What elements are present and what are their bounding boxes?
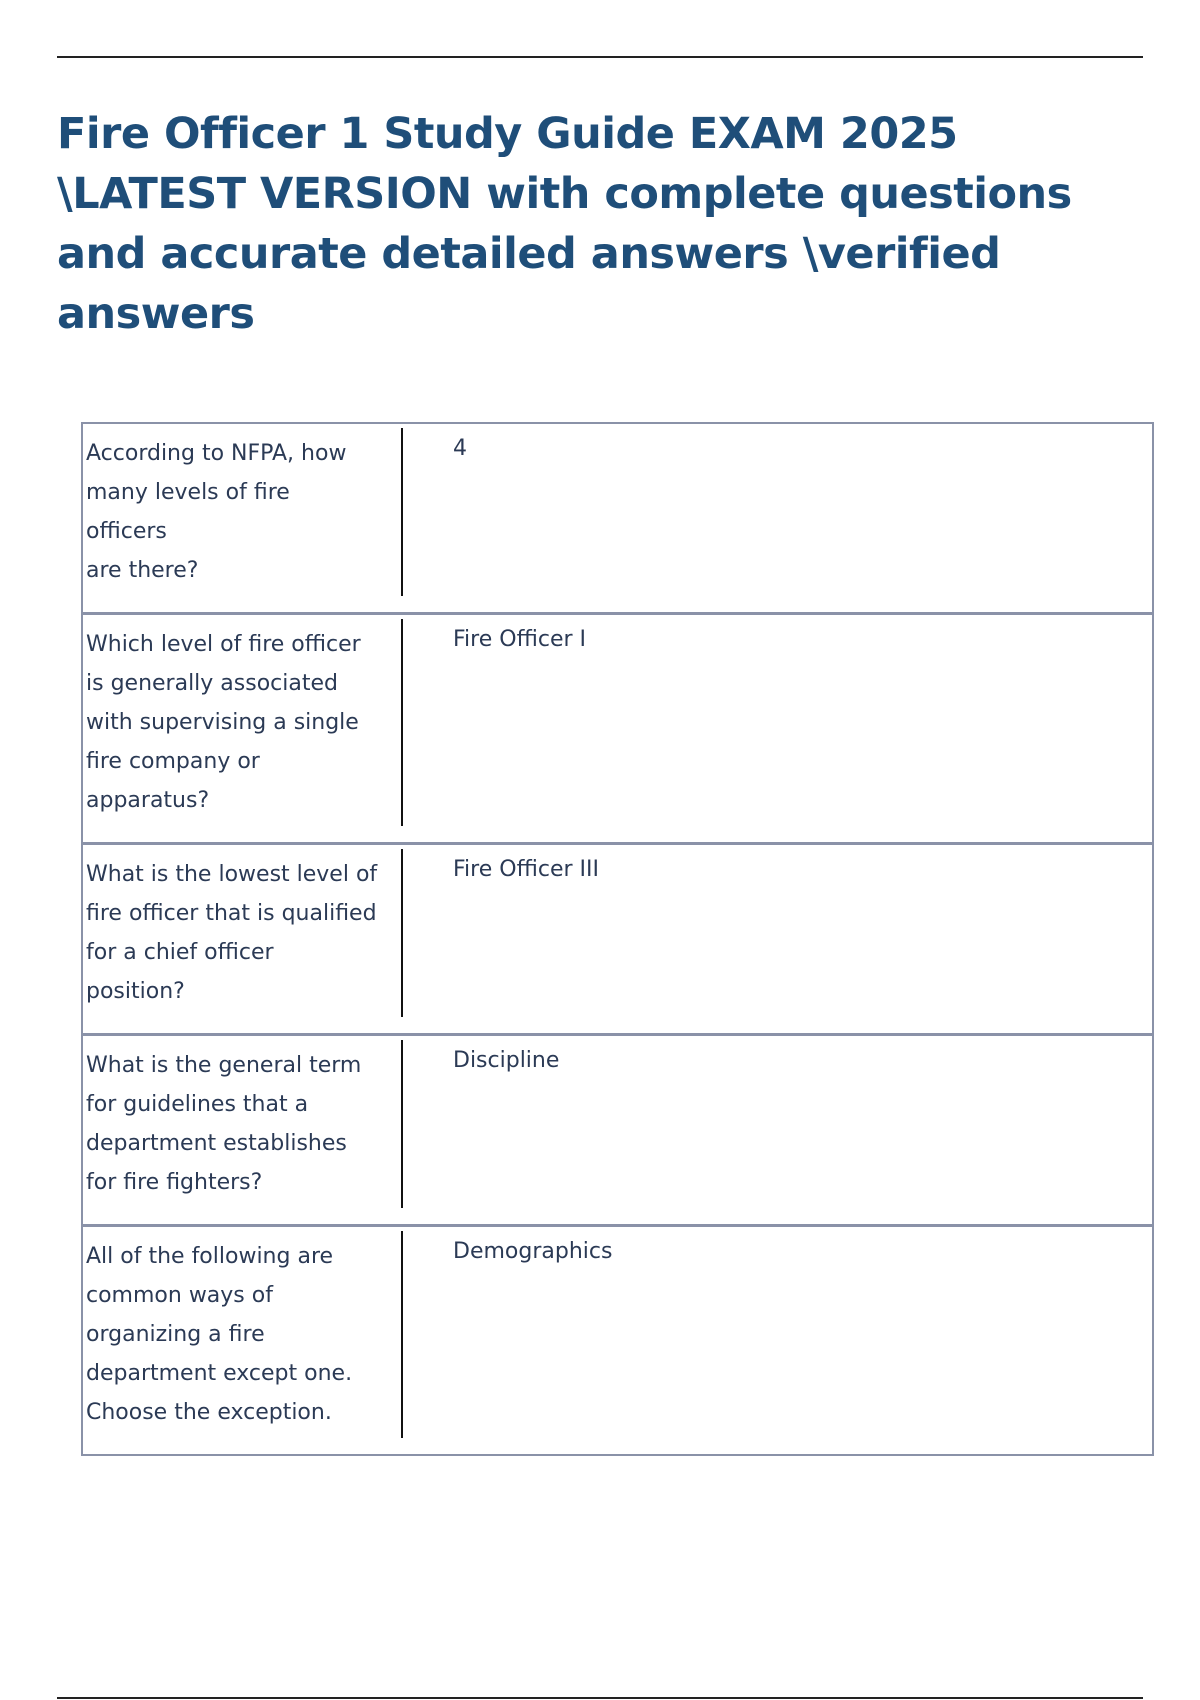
top-rule [57,56,1143,58]
answer-cell: Demographics [403,1226,1153,1456]
question-text: All of the following are common ways of organizing a fire department except one. Choose the exception. [83,1231,403,1438]
answer-cell: Discipline [403,1035,1153,1226]
question-cell [82,1035,403,1226]
qa-table [81,422,1154,1456]
bottom-rule [57,1697,1143,1699]
question-text: What is the general term for guidelines that a department establishes for fire fighters? [83,1040,403,1208]
qa-row [82,614,1153,844]
qa-row [82,844,1153,1035]
question-cell [82,614,403,844]
qa-row [82,1226,1153,1456]
answer-cell: Fire Officer I [403,614,1153,844]
question-text: Which level of fire officer is generally associated with supervising a single fire company or apparatus? [83,619,403,826]
question-text: What is the lowest level of fire officer that is qualified for a chief officer position? [83,849,403,1017]
qa-row [82,1035,1153,1226]
question-cell [82,844,403,1035]
qa-row [82,423,1153,614]
answer-cell: 4 [453,436,467,461]
question-text: According to NFPA, how many levels of fire officers are there? [83,428,403,596]
question-cell [82,1226,403,1456]
question-cell [82,423,403,614]
answer-cell: Fire Officer III [403,844,1153,1035]
document-title: Fire Officer 1 Study Guide EXAM 2025 \LATEST VERSION with complete questions and accurate detailed answers \verified answers [57,109,1072,339]
